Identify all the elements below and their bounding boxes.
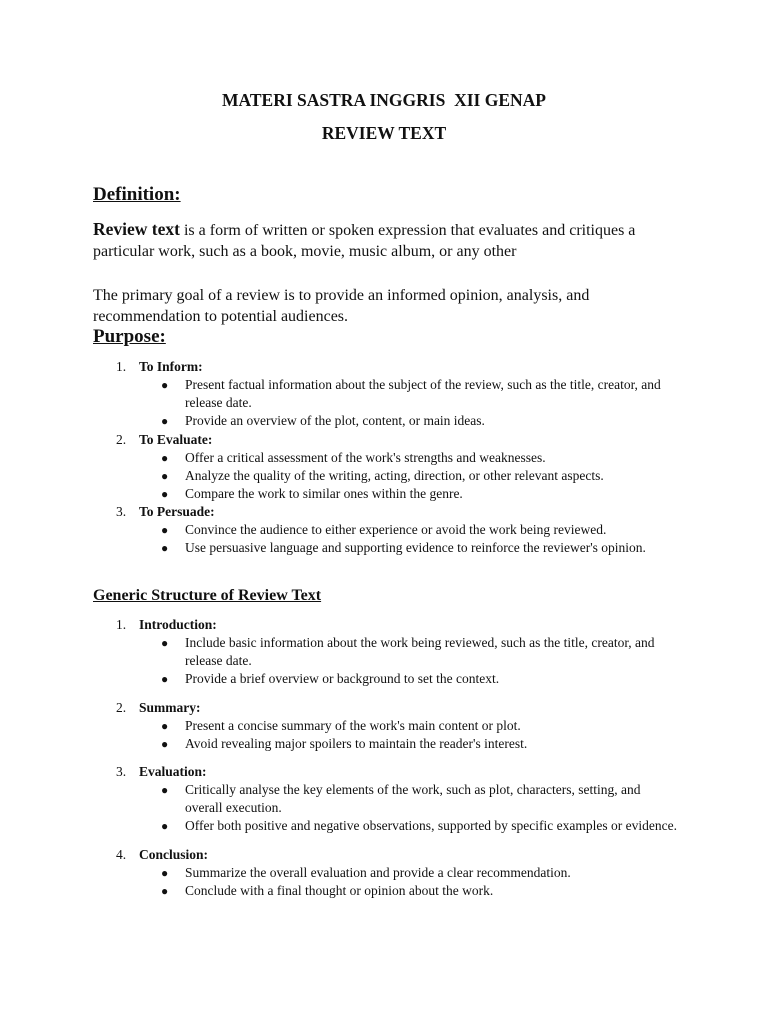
bullet-icon: ● (161, 487, 169, 502)
definition-heading: Definition: (93, 184, 181, 205)
bullet-icon: ● (161, 672, 169, 687)
bullet-icon: ● (161, 523, 169, 538)
list-item: ● Convince the audience to either experience or avoid the work being reviewed. (0, 521, 768, 539)
bullet-icon: ● (161, 819, 169, 834)
purpose-item-persuade (0, 503, 768, 557)
item-label: To Evaluate: (139, 431, 213, 447)
bullet-icon: ● (161, 865, 169, 880)
purpose-item-inform (0, 358, 768, 431)
structure-item-summary (0, 699, 768, 753)
list-item: ● Include basic information about the work being reviewed, such as the title, creator, and release date. (161, 635, 655, 669)
bullet-icon: ● (161, 636, 169, 650)
definition-text: is a form of written or spoken expression that evaluates and critiques a particular work, such as a book, movie, music album, or any other (93, 222, 636, 260)
list-item: ● Present factual information about the subject of the review, such as the title, creator, and release date. (161, 377, 661, 411)
bullet-icon: ● (161, 783, 169, 798)
structure-list (0, 616, 768, 900)
item-number: 2. (116, 431, 127, 447)
item-number: 1. (116, 617, 127, 632)
item-label: To Inform: (139, 359, 203, 374)
definition-term: Review text (93, 219, 180, 239)
purpose-heading: Purpose: (93, 326, 166, 347)
item-number: 4. (116, 846, 127, 862)
list-item: ● Present a concise summary of the work's main content or plot. (0, 717, 768, 735)
list-item: ● Offer both positive and negative observations, supported by specific examples or evidence. (0, 817, 768, 835)
item-number: 2. (116, 699, 127, 715)
list-item: ● Use persuasive language and supporting evidence to reinforce the reviewer's opinion. (0, 539, 768, 557)
list-item: ● Offer a critical assessment of the work's strengths and weaknesses. (0, 449, 768, 467)
bullet-icon: ● (161, 718, 169, 733)
item-label: Introduction: (139, 617, 217, 632)
item-label: Summary: (139, 699, 201, 715)
list-item: ● Critically analyse the key elements of the work, such as plot, characters, setting, and overall execution. (161, 782, 641, 816)
list-item: ● Provide an overview of the plot, content, or main ideas. (0, 412, 768, 430)
list-item: ● Avoid revealing major spoilers to maintain the reader's interest. (0, 735, 768, 753)
structure-item-conclusion (0, 846, 768, 900)
structure-item-introduction (0, 616, 768, 689)
item-number: 3. (116, 504, 127, 520)
bullet-icon: ● (161, 450, 169, 465)
bullet-icon: ● (161, 883, 169, 898)
bullet-icon: ● (161, 378, 169, 392)
item-number: 3. (116, 764, 127, 780)
document-title: MATERI SASTRA INGGRIS XII GENAP (222, 90, 546, 110)
item-label: Conclusion: (139, 846, 209, 862)
document-subtitle: REVIEW TEXT (321, 123, 447, 143)
list-item: ● Analyze the quality of the writing, acting, direction, or other relevant aspects. (0, 467, 768, 485)
list-item: ● Conclude with a final thought or opinion about the work. (0, 882, 768, 900)
purpose-item-evaluate (0, 431, 768, 504)
list-item: ● Summarize the overall evaluation and provide a clear recommendation. (0, 864, 768, 882)
structure-item-evaluation (0, 763, 768, 836)
structure-heading: Generic Structure of Review Text (93, 587, 322, 604)
item-number: 1. (116, 359, 127, 374)
list-item: ● Provide a brief overview or background to set the context. (0, 670, 768, 688)
bullet-icon: ● (161, 736, 169, 751)
item-label: To Persuade: (139, 504, 215, 520)
purpose-list (0, 358, 768, 558)
item-label: Evaluation: (139, 764, 207, 780)
list-item: ● Compare the work to similar ones within the genre. (0, 485, 768, 503)
bullet-icon: ● (161, 414, 169, 429)
bullet-icon: ● (161, 468, 169, 483)
definition-paragraph (93, 219, 693, 262)
bullet-icon: ● (161, 541, 169, 556)
goal-paragraph: The primary goal of a review is to provide an informed opinion, analysis, and recommendation to potential audiences. (93, 287, 590, 325)
